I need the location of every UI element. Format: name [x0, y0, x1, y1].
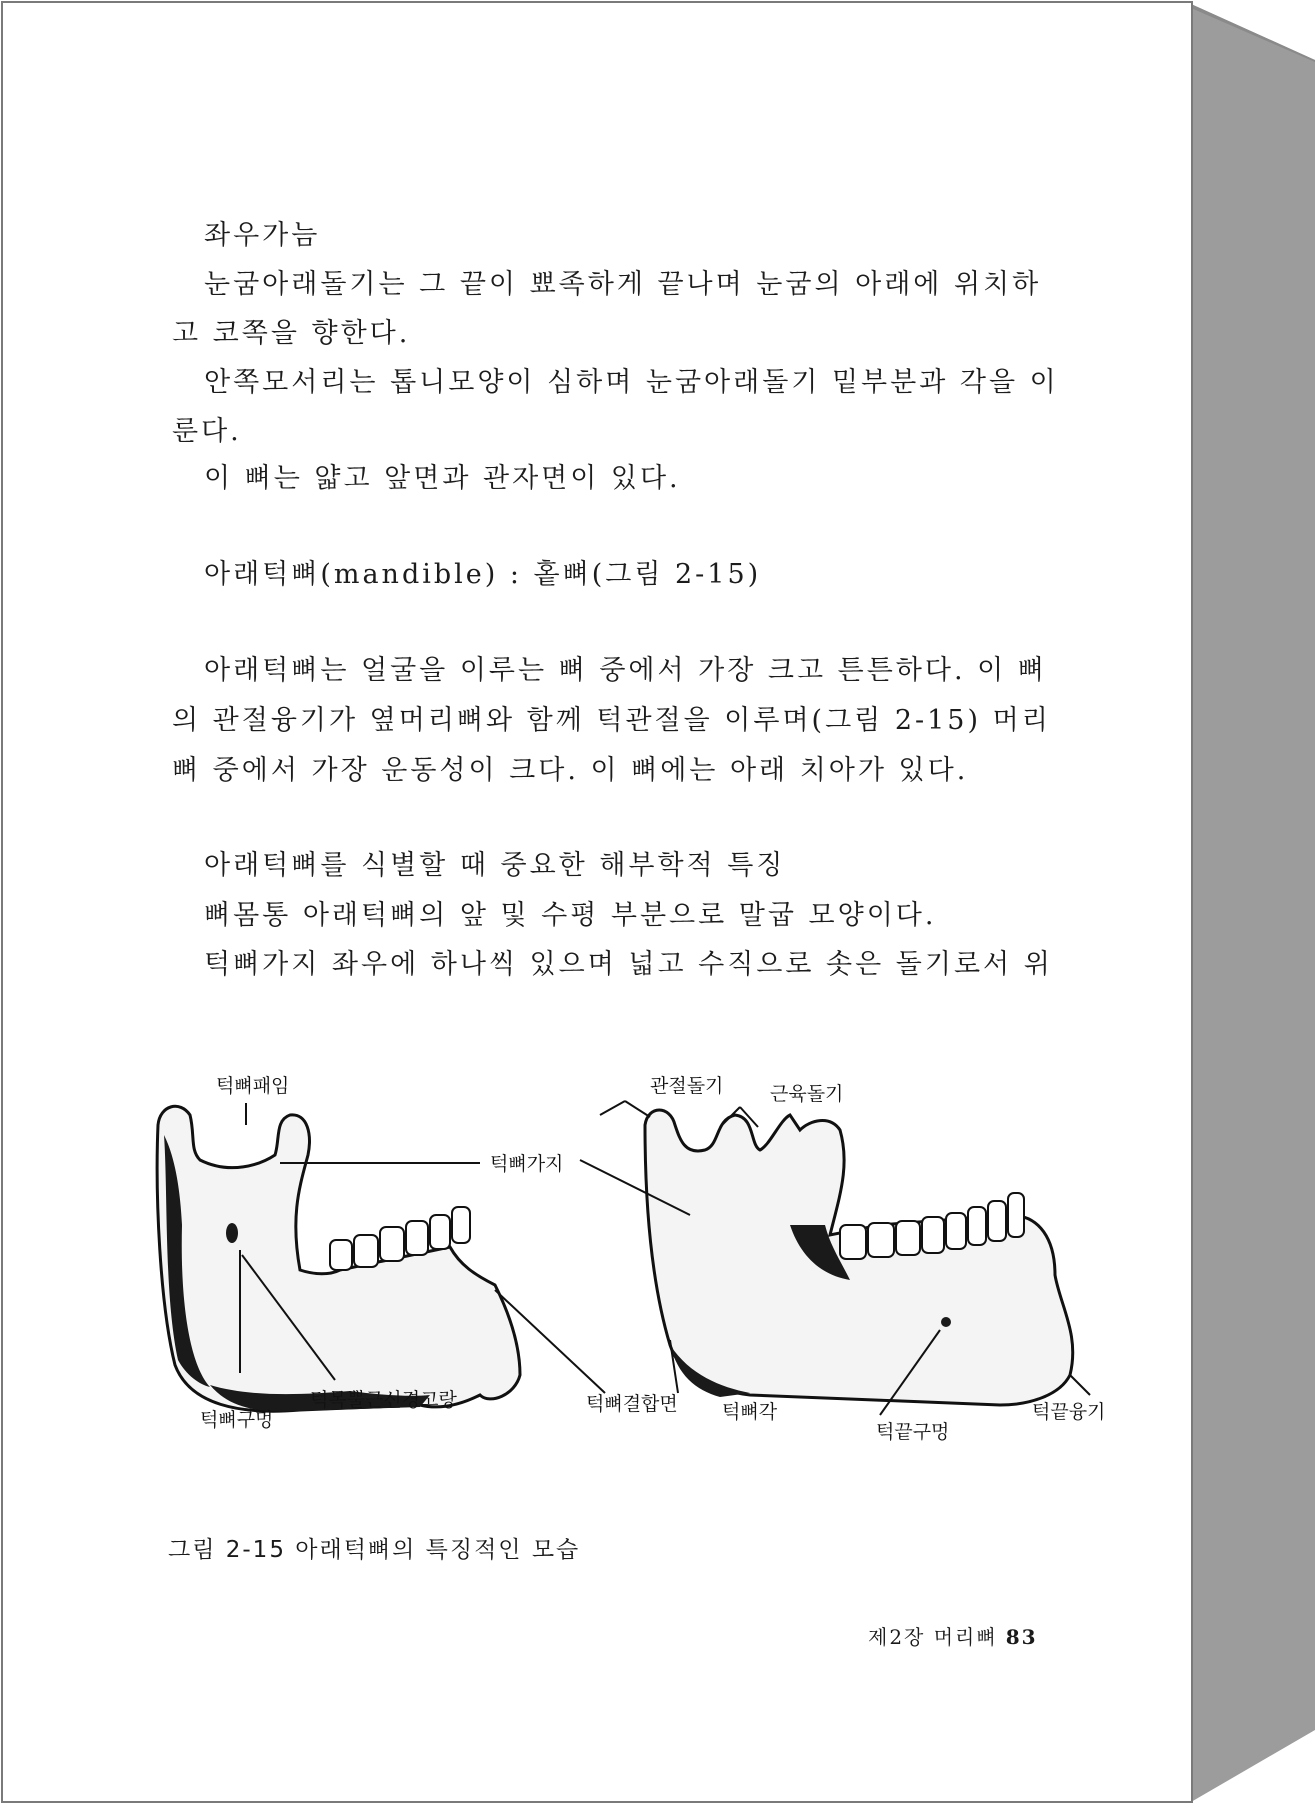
body-line: 눈굼아래돌기는 그 끝이 뾰족하게 끝나며 눈굼의 아래에 위치하	[204, 269, 1042, 300]
label-ramus: 턱뼈가지	[490, 1153, 564, 1175]
body-line: 아래턱뼈는 얼굴을 이루는 뼈 중에서 가장 크고 튼튼하다. 이 뼈	[204, 655, 1047, 686]
body-line: 턱뼈가지 좌우에 하나씩 있으며 넓고 수직으로 솟은 돌기로서 위	[204, 949, 1053, 980]
section-heading: 아래턱뼈(mandible) : 홑뼈(그림 2-15)	[204, 559, 762, 590]
body-line: 이 뼈는 얇고 앞면과 관자면이 있다.	[204, 463, 681, 494]
book-page-edge	[1191, 0, 1315, 1806]
label-mandibular-notch: 턱뼈패임	[216, 1075, 290, 1097]
figure-caption: 그림 2-15 아래턱뼈의 특징적인 모습	[168, 1537, 581, 1563]
label-symphysis-surface: 턱뼈결합면	[586, 1393, 678, 1415]
mandible-illustration	[150, 1075, 1110, 1505]
label-mandibular-foramen: 턱뼈구멍	[200, 1409, 274, 1431]
label-condyle: 관절돌기	[650, 1075, 724, 1097]
body-line: 고 코쪽을 향한다.	[172, 318, 411, 349]
body-line: 룬다.	[172, 416, 242, 447]
mandible-figure	[150, 1075, 1110, 1505]
body-line: 안쪽모서리는 톱니모양이 심하며 눈굼아래돌기 밑부분과 각을 이	[204, 367, 1059, 398]
section-subheading: 좌우가늠	[204, 220, 321, 251]
page-footer	[868, 1621, 1038, 1650]
label-mylohyoid-groove: 턱목뿔근신경고랑	[310, 1389, 457, 1411]
chapter-title: 제2장 머리뼈	[868, 1625, 998, 1649]
label-coronoid-process: 근육돌기	[770, 1083, 844, 1105]
section-subheading: 아래턱뼈를 식별할 때 중요한 해부학적 특징	[204, 850, 786, 881]
body-line: 뼈몸통 아래턱뼈의 앞 및 수평 부분으로 말굽 모양이다.	[204, 900, 937, 931]
label-mandibular-angle: 턱뼈각	[722, 1401, 778, 1423]
body-line: 의 관절융기가 옆머리뼈와 함께 턱관절을 이루며(그림 2-15) 머리	[172, 705, 1051, 736]
page-number: 83	[1005, 1625, 1038, 1649]
label-mental-protuberance: 턱끝융기	[1032, 1401, 1106, 1423]
label-mental-foramen: 턱끝구멍	[876, 1421, 950, 1443]
body-line: 뼈 중에서 가장 운동성이 크다. 이 뼈에는 아래 치아가 있다.	[172, 755, 969, 786]
